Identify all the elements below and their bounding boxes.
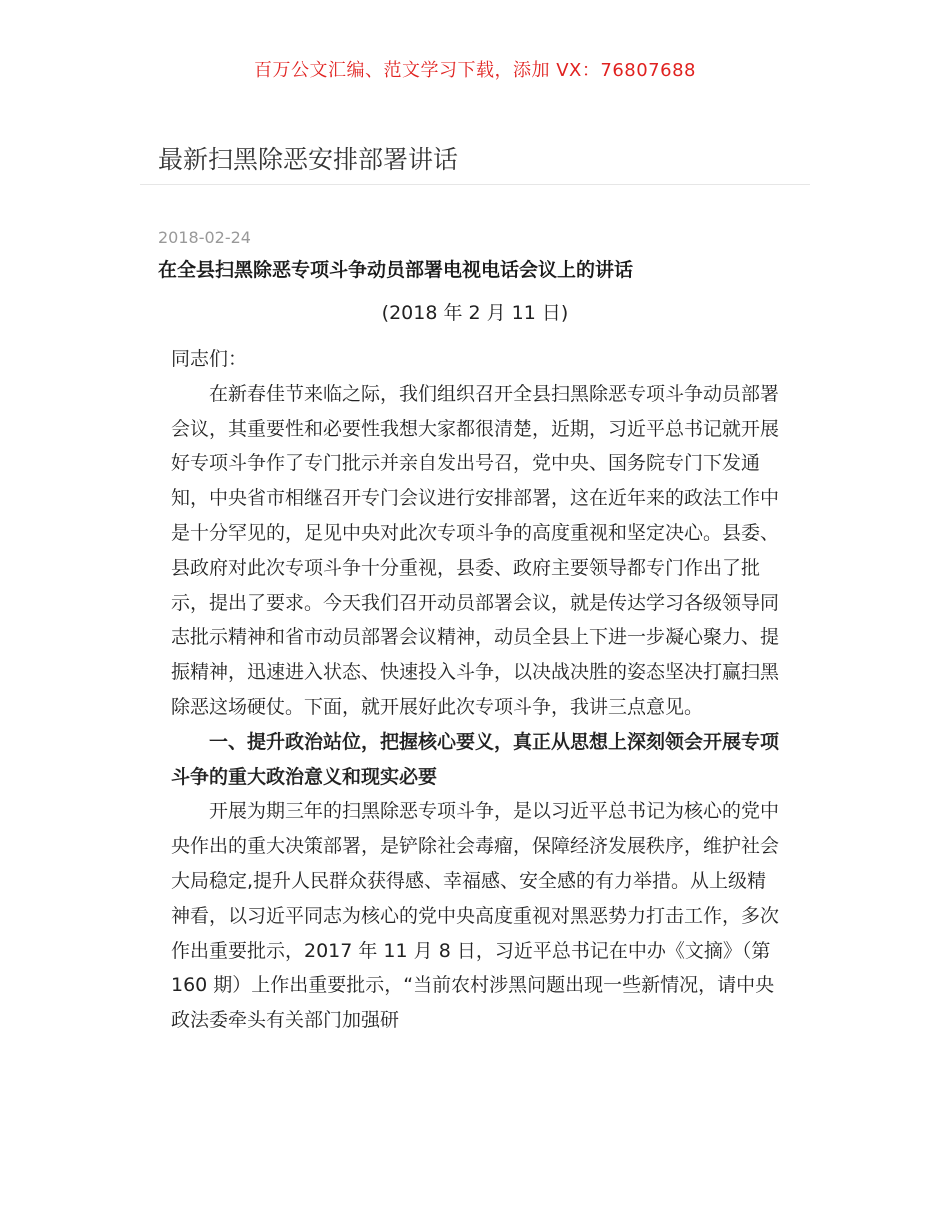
section-heading-1: 一、提升政治站位，把握核心要义，真正从思想上深刻领会开展专项斗争的重大政治意义和现实必要	[171, 730, 780, 788]
salutation: 同志们：	[171, 348, 248, 370]
title-divider	[140, 184, 810, 185]
speech-date: (2018 年 2 月 11 日)	[381, 302, 569, 324]
page-title: 最新扫黑除恶安排部署讲话	[158, 145, 459, 174]
paragraph-intro: 在新春佳节来临之际，我们组织召开全县扫黑除恶专项斗争动员部署会议，其重要性和必要性我想大家都很清楚，近期，习近平总书记就开展好专项斗争作了专门批示并亲自发出号召，党中央、国务院专门下发通知，中央省市相继召开专门会议进行安排部署，这在近年来的政法工作中是十分罕见的，足见中央对此次专项斗争的高度重视和坚定决心。县委、县政府对此次专项斗争十分重视，县委、政府主要领导都专门作出了批示，提出了要求。今天我们召开动员部署会议，就是传达学习各级领导同志批示精神和省市动员部署会议精神，动员全县上下进一步凝心聚力、提振精神，迅速进入状态、快速投入斗争，以决战决胜的姿态坚决打赢扫黑除恶这场硬仗。下面，就开展好此次专项斗争，我讲三点意见。	[171, 382, 780, 718]
speech-title: 在全县扫黑除恶专项斗争动员部署电视电话会议上的讲话	[158, 259, 634, 281]
promo-banner: 百万公文汇编、范文学习下载，添加 VX：76807688	[254, 60, 696, 81]
publish-date: 2018-02-24	[158, 228, 251, 247]
article-body	[171, 342, 783, 1038]
paragraph-section-1: 开展为期三年的扫黑除恶专项斗争，是以习近平总书记为核心的党中央作出的重大决策部署，是铲除社会毒瘤，保障经济发展秩序，维护社会大局稳定,提升人民群众获得感、幸福感、安全感的有力举措。从上级精神看，以习近平同志为核心的党中央高度重视对黑恶势力打击工作，多次作出重要批示，2017 年 11 月 8 日，习近平总书记在中办《文摘》（第 160 期）上作出重要批示，“当前农村涉黑问题出现一些新情况，请中央政法委牵头有关部门加强研	[171, 800, 780, 1032]
